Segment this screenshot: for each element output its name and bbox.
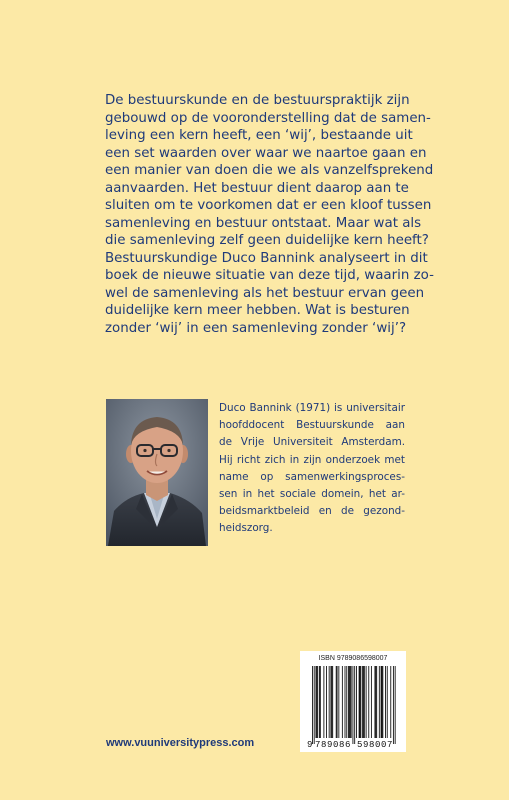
barcode-bar (342, 666, 343, 738)
ean13-barcode-icon (300, 651, 406, 752)
barcode-bar (364, 666, 365, 738)
barcode-bar (338, 666, 339, 738)
blurb-line: gebouwd op de vooronderstelling dat de samen- (105, 110, 431, 126)
barcode-bar (337, 666, 338, 738)
barcode-bar (320, 666, 321, 738)
barcode-guard-bar (395, 666, 396, 744)
blurb-line: aanvaarden. Het bestuur dient daarop aan te (105, 180, 409, 196)
barcode-bar (376, 666, 377, 738)
blurb-line: leving een kern heeft, een ‘wij’, bestaande uit (105, 128, 413, 143)
barcode-guard-bar (393, 666, 394, 744)
bio-line: hoofddocent Bestuurskunde aan (219, 419, 405, 432)
barcode-bar (362, 666, 363, 738)
barcode-bar (332, 666, 333, 738)
barcode-bar (331, 666, 332, 738)
barcode-bar (345, 666, 346, 738)
barcode-bar (390, 666, 391, 738)
barcode-bar (316, 666, 317, 738)
publisher-website[interactable]: www.vuuniversitypress.com (106, 737, 255, 749)
blurb-line: zonder ‘wij’ in een samenleving zonder ‘wij’? (105, 320, 407, 336)
barcode-guard-bar (314, 666, 315, 744)
barcode-digits-right: 598007 (356, 740, 394, 750)
barcode-guard-bar (354, 666, 355, 744)
blurb-line: die samenleving zelf geen duidelijke kern heeft? (105, 233, 429, 248)
author-bio (219, 400, 405, 538)
blurb-line: boek de nieuwe situatie van deze tijd, waarin zo- (105, 268, 434, 283)
bio-line: heidszorg. (219, 522, 273, 535)
bio-line: name op samenwerkingsproces- (219, 470, 405, 483)
barcode-bar (336, 666, 337, 738)
barcode-bar (349, 666, 350, 738)
blurb-line: Bestuurskundige Duco Bannink analyseert in dit (105, 250, 428, 266)
barcode-bar (316, 666, 317, 738)
blurb-line: samenleving en bestuur ontstaat. Maar wat als (105, 215, 422, 231)
barcode-bar (381, 666, 382, 738)
barcode-bar (366, 666, 367, 738)
barcode-bar (360, 666, 361, 738)
blurb-line: sluiten om te voorkomen dat er een kloof tussen (105, 198, 432, 213)
barcode-digit-first: 9 (307, 740, 313, 750)
barcode-bar (356, 666, 357, 738)
bio-line: Duco Bannink (1971) is universitair (219, 402, 405, 414)
barcode-guard-bar (312, 666, 313, 744)
blurb-line: een manier van doen die we als vanzelfsprekend (105, 163, 434, 178)
bio-line: sen in het sociale domein, het ar- (219, 488, 405, 501)
barcode-bar (317, 666, 318, 738)
barcode-bar (374, 666, 375, 738)
barcode-bar (323, 666, 324, 738)
barcode-bar (346, 666, 347, 738)
barcode-bar (330, 666, 331, 738)
barcode-bar (368, 666, 369, 738)
blurb-line: duidelijke kern meer hebben. Wat is besturen (105, 303, 410, 318)
barcode-bar (329, 666, 330, 738)
bio-line: beidsmarktbeleid en de gezond- (219, 505, 405, 518)
barcode-bar (360, 666, 361, 738)
bio-line: Hij richt zich in zijn onderzoek met (219, 453, 405, 466)
barcode-bar (319, 666, 320, 738)
barcode-bar (359, 666, 360, 738)
barcode-bar (379, 666, 380, 738)
barcode-bar (387, 666, 388, 738)
isbn-barcode (300, 651, 406, 752)
barcode-guard-bar (352, 666, 353, 744)
barcode-bar (375, 666, 376, 738)
barcode-bar (350, 666, 351, 738)
barcode-bar (348, 666, 349, 738)
author-photo (106, 399, 208, 546)
barcode-bar (382, 666, 383, 738)
blurb-line: De bestuurskunde en de bestuurspraktijk zijn (105, 93, 410, 108)
blurb-line: wel de samenleving als het bestuur ervan geen (105, 285, 425, 301)
barcode-bar (385, 666, 386, 738)
barcode-bar (371, 666, 372, 738)
back-cover-blurb (105, 92, 434, 337)
isbn-label: ISBN 9789086598007 (318, 655, 388, 662)
barcode-digits-left: 789086 (314, 740, 352, 750)
bio-line: de Vrije Universiteit Amsterdam. (219, 436, 405, 449)
author-portrait (106, 399, 208, 546)
barcode-bar (363, 666, 364, 738)
barcode-bar (351, 666, 352, 738)
barcode-bar (326, 666, 327, 738)
barcode-bar (382, 666, 383, 738)
blurb-line: een set waarden over waar we naartoe gaan en (105, 145, 427, 161)
